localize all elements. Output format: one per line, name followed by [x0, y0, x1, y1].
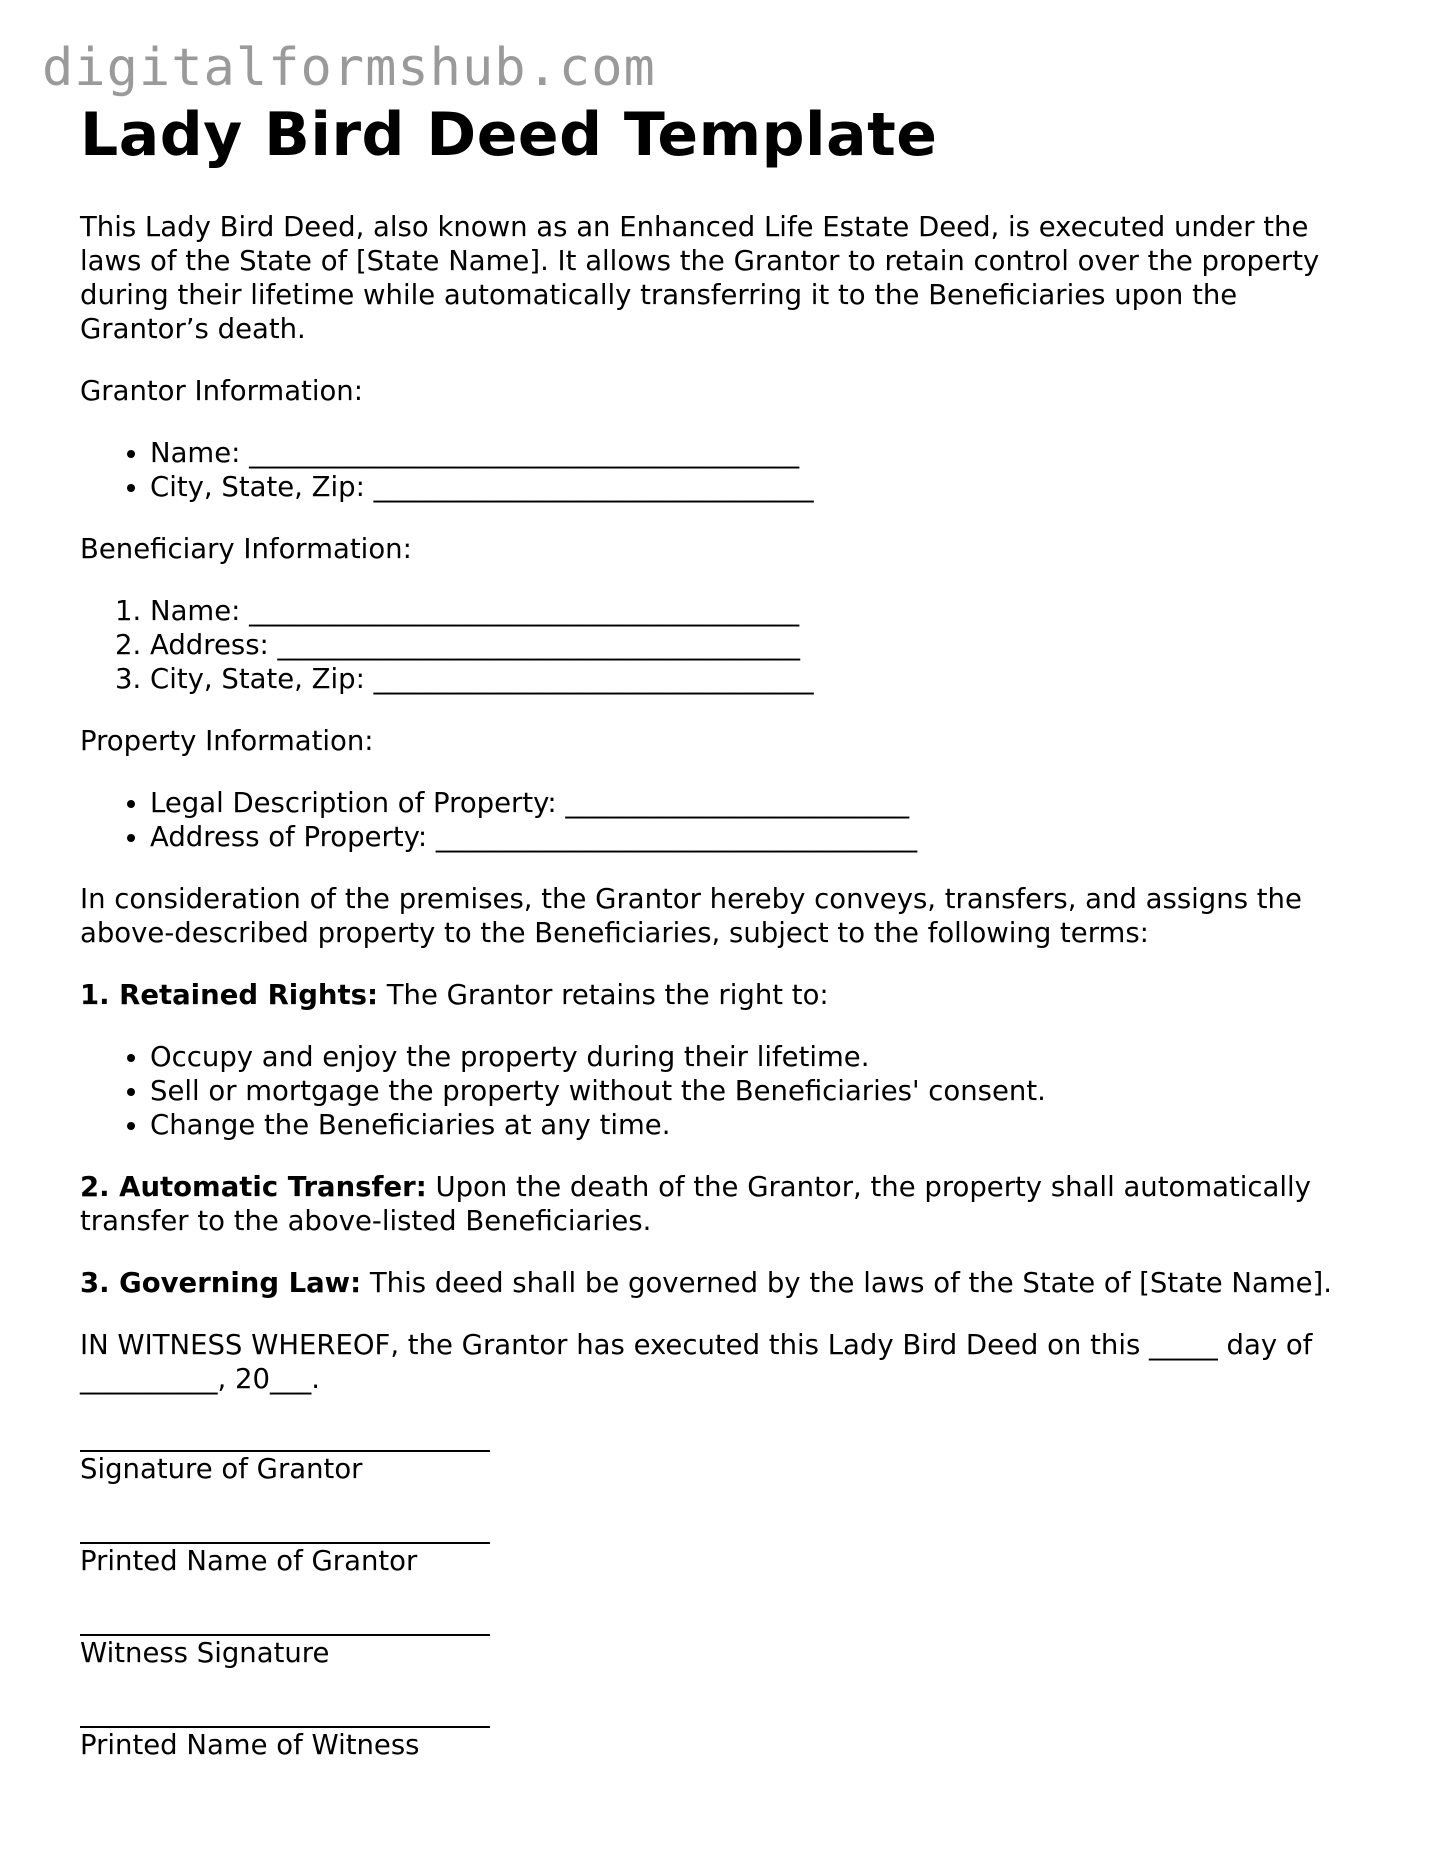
watermark: digitalformshub.com [42, 38, 656, 98]
property-heading: Property Information: [80, 725, 374, 757]
retained-right-item: • Occupy and enjoy the property during their lifetime. [150, 1040, 1360, 1074]
witness-clause: IN WITNESS WHEREOF, the Grantor has executed this Lady Bird Deed on this _____ day of __________, 20___. [80, 1329, 1313, 1395]
signature-line [80, 1700, 490, 1728]
grantor-heading: Grantor Information: [80, 375, 364, 407]
signature-block-printed-witness [80, 1700, 1360, 1762]
signature-label: Printed Name of Grantor [80, 1545, 418, 1577]
signature-line [80, 1516, 490, 1544]
term-retained-label: 1. Retained Rights: [80, 979, 378, 1011]
term-transfer-label: 2. Automatic Transfer: [80, 1171, 427, 1203]
term-law-label: 3. Governing Law: [80, 1267, 362, 1299]
signature-label: Printed Name of Witness [80, 1729, 420, 1761]
term-law-text: This deed shall be governed by the laws of the State of [State Name]. [361, 1267, 1333, 1299]
signature-block-witness [80, 1608, 1360, 1670]
beneficiary-address-field: 2. Address: ______________________________________ [150, 628, 1360, 662]
document-title: Lady Bird Deed Template [80, 100, 938, 170]
beneficiary-heading: Beneficiary Information: [80, 533, 412, 565]
property-address-field: • Address of Property: ___________________________________ [150, 820, 1360, 854]
property-list [80, 786, 1360, 854]
signature-line [80, 1608, 490, 1636]
intro-paragraph: This Lady Bird Deed, also known as an Enhanced Life Estate Deed, is executed under the laws of the State of [State Name]. It allows the Grantor to retain control over the property during their lifetime while automatically transferring it to the Beneficiaries upon the Grantor’s death. [80, 211, 1320, 345]
term-governing-law [80, 1266, 1360, 1300]
retained-right-item: • Change the Beneficiaries at any time. [150, 1108, 1360, 1142]
beneficiary-name-field: 1. Name: ________________________________________ [150, 594, 1360, 628]
consideration-paragraph: In consideration of the premises, the Grantor hereby conveys, transfers, and assigns the above-described property to the Beneficiaries, subject to the following terms: [80, 883, 1302, 949]
retained-right-item: • Sell or mortgage the property without the Beneficiaries' consent. [150, 1074, 1360, 1108]
grantor-name-field: • Name: ________________________________________ [150, 436, 1360, 470]
property-legal-description-field: • Legal Description of Property: _________________________ [150, 786, 1360, 820]
signature-line [80, 1424, 490, 1452]
signature-block-printed-grantor [80, 1516, 1360, 1578]
term-automatic-transfer [80, 1170, 1360, 1238]
term-transfer-text: Upon the death of the Grantor, the property shall automatically transfer to the above-listed Beneficiaries. [80, 1171, 1311, 1237]
grantor-list [80, 436, 1360, 504]
term-retained-rights [80, 978, 1360, 1012]
term-retained-text: The Grantor retains the right to: [377, 979, 829, 1011]
beneficiary-list [80, 594, 1360, 696]
grantor-city-field: • City, State, Zip: ________________________________ [150, 470, 1360, 504]
retained-rights-list [80, 1040, 1360, 1142]
signature-block-grantor [80, 1424, 1360, 1486]
signature-label: Signature of Grantor [80, 1453, 363, 1485]
signature-label: Witness Signature [80, 1637, 330, 1669]
document-page [80, 100, 1360, 1790]
beneficiary-city-field: 3. City, State, Zip: ________________________________ [150, 662, 1360, 696]
